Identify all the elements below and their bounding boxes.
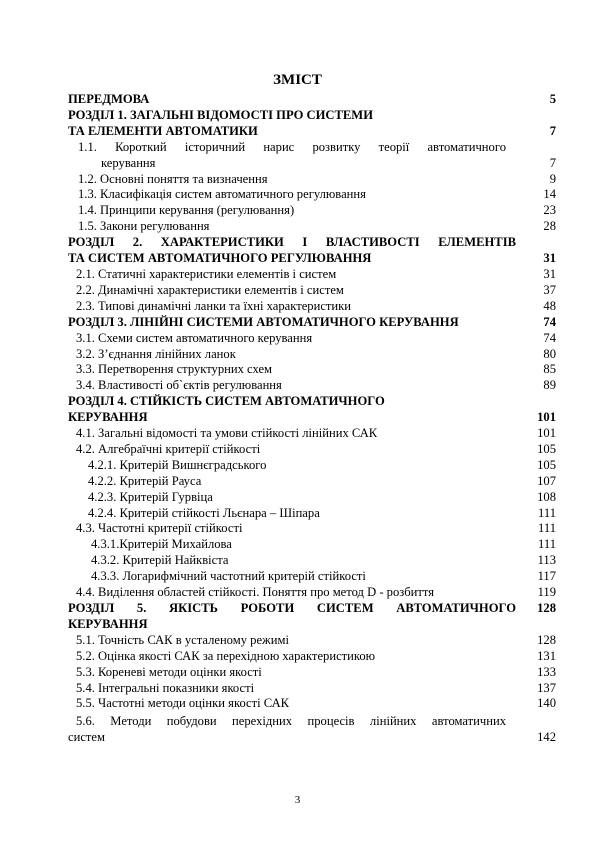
toc-entry-3-3[interactable]	[68, 362, 556, 378]
toc-entry-page: 105	[537, 441, 556, 456]
toc-entry-2-1[interactable]	[68, 267, 556, 283]
toc-entry-page: 48	[543, 298, 556, 313]
toc-entry-title: 4.3. Частотні критерії стійкості	[76, 521, 243, 536]
toc-entry-page: 111	[538, 521, 556, 536]
toc-entry-title: 4.2. Алгебраїчні критерії стійкості	[76, 441, 261, 456]
toc-entry-3-2[interactable]	[68, 347, 556, 363]
toc-entry-page: 5	[549, 92, 556, 106]
toc-entry-preface[interactable]	[68, 92, 556, 108]
toc-entry-5-5[interactable]	[68, 696, 556, 712]
toc-entry-title: 1.3. Класифікація систем автоматичного регулювання	[78, 187, 366, 202]
toc-entry-3-4[interactable]	[68, 378, 556, 394]
toc-entry-page: 23	[543, 203, 556, 218]
table-of-contents	[68, 92, 556, 746]
toc-entry-page: 111	[538, 537, 556, 552]
toc-entry-title: 5.2. Оцінка якості САК за перехідною характеристикою	[76, 648, 376, 663]
toc-entry-1-3[interactable]	[68, 187, 556, 203]
toc-entry-1-4[interactable]	[68, 203, 556, 219]
toc-entry-title: 4.1. Загальні відомості та умови стійкості лінійних САК	[76, 426, 378, 441]
toc-entry-4-3-3[interactable]	[68, 569, 556, 585]
toc-entry-page: 31	[543, 251, 556, 266]
toc-entry-page: 108	[537, 489, 556, 504]
toc-entry-page: 31	[543, 266, 556, 281]
toc-entry-title: 5.6. Методи побудови перехідних процесів лінійних автоматичних	[76, 714, 506, 729]
page-number: 3	[294, 794, 301, 806]
toc-entry-page: 80	[543, 346, 556, 361]
toc-entry-title: 4.2.4. Критерій стійкості Льєнара – Шіпара	[88, 505, 320, 520]
toc-entry-title: 5.4. Інтегральні показники якості	[76, 680, 255, 695]
toc-entry-4-2-2[interactable]	[68, 474, 556, 490]
toc-entry-title: ПЕРЕДМОВА	[68, 92, 150, 106]
toc-entry-1-2[interactable]	[68, 172, 556, 188]
toc-entry-title: 2.2. Динамічні характеристики елементів і систем	[76, 282, 344, 297]
toc-entry-page: 7	[549, 155, 556, 170]
toc-entry-4-4[interactable]	[68, 585, 556, 601]
toc-entry-title: 1.5. Закони регулювання	[78, 219, 210, 234]
toc-entry-4-3[interactable]	[68, 521, 556, 537]
toc-entry-title: 5.5. Частотні методи оцінки якості САК	[76, 696, 290, 711]
toc-entry-5-4[interactable]	[68, 681, 556, 697]
toc-entry-title: 3.2. З’єднання лінійних ланок	[76, 346, 236, 361]
toc-entry-title: 1.2. Основні поняття та визначення	[78, 171, 268, 186]
toc-entry-5-6[interactable]	[68, 714, 556, 746]
toc-entry-page: 28	[543, 219, 556, 234]
toc-entry-title: 2.3. Типові динамічні ланки та їхні характеристики	[76, 298, 352, 313]
toc-entry-page: 140	[537, 696, 556, 711]
toc-entry-5-1[interactable]	[68, 633, 556, 649]
toc-entry-page: 14	[543, 187, 556, 202]
toc-entry-2-2[interactable]	[68, 283, 556, 299]
toc-entry-2-3[interactable]	[68, 299, 556, 315]
toc-entry-page: 133	[537, 664, 556, 679]
toc-entry-page: 111	[538, 505, 556, 520]
toc-entry-page: 85	[543, 362, 556, 377]
toc-entry-title: 3.1. Схеми систем автоматичного керування	[76, 330, 313, 345]
toc-entry-page: 105	[537, 457, 556, 472]
toc-entry-title-cont: систем	[68, 730, 105, 745]
toc-entry-title-cont: керування	[101, 155, 156, 170]
toc-entry-4-2-3[interactable]	[68, 490, 556, 506]
toc-entry-title: РОЗДІЛ 4. СТІЙКІСТЬ СИСТЕМ АВТОМАТИЧНОГО	[68, 394, 385, 409]
toc-entry-title: 4.3.1.Критерій Михайлова	[91, 537, 232, 552]
toc-entry-title-cont: КЕРУВАННЯ	[68, 410, 148, 425]
toc-entry-title: 3.3. Перетворення структурних схем	[76, 362, 273, 377]
toc-entry-4-3-1[interactable]	[68, 537, 556, 553]
toc-entry-page: 137	[537, 680, 556, 695]
toc-entry-3-1[interactable]	[68, 331, 556, 347]
toc-entry-page: 131	[537, 648, 556, 663]
toc-entry-page: 113	[537, 553, 556, 568]
toc-entry-chapter-3[interactable]	[68, 315, 556, 331]
toc-entry-4-2-4[interactable]	[68, 506, 556, 522]
toc-entry-title: РОЗДІЛ 3. ЛІНІЙНІ СИСТЕМИ АВТОМАТИЧНОГО КЕРУВАННЯ	[68, 314, 459, 329]
toc-entry-page: 128	[537, 632, 556, 647]
toc-entry-title: 5.3. Кореневі методи оцінки якості	[76, 664, 262, 679]
toc-entry-page: 9	[549, 171, 556, 186]
toc-entry-chapter-1[interactable]	[68, 108, 556, 140]
toc-entry-chapter-2[interactable]	[68, 235, 556, 267]
toc-entry-title: 1.4. Принципи керування (регулювання)	[78, 203, 295, 218]
toc-entry-title: 4.2.2. Критерій Рауса	[88, 473, 202, 488]
toc-entry-page: 7	[549, 123, 556, 138]
toc-entry-4-2[interactable]	[68, 442, 556, 458]
toc-entry-4-3-2[interactable]	[68, 553, 556, 569]
toc-entry-page: 107	[537, 473, 556, 488]
toc-entry-title-cont: ТА СИСТЕМ АВТОМАТИЧНОГО РЕГУЛЮВАННЯ	[68, 251, 372, 266]
toc-entry-title: 2.1. Статичні характеристики елементів і систем	[76, 266, 337, 281]
toc-entry-page: 142	[537, 730, 556, 745]
toc-entry-chapter-5[interactable]	[68, 601, 556, 633]
toc-entry-title: РОЗДІЛ 1. ЗАГАЛЬНІ ВІДОМОСТІ ПРО СИСТЕМИ	[68, 107, 373, 122]
toc-entry-title: РОЗДІЛ 5. ЯКІСТЬ РОБОТИ СИСТЕМ АВТОМАТИЧНОГО	[68, 601, 516, 615]
toc-entry-page: 117	[537, 569, 556, 584]
toc-entry-title-cont: КЕРУВАННЯ	[68, 616, 148, 631]
toc-entry-title: 1.1. Короткий історичний нарис розвитку теорії автоматичного	[78, 139, 506, 154]
toc-entry-title: 4.3.2. Критерій Найквіста	[91, 553, 229, 568]
toc-entry-1-1[interactable]	[68, 140, 556, 172]
toc-entry-page: 89	[543, 378, 556, 393]
toc-entry-title: 4.4. Виділення областей стійкості. Поняття про метод D - розбиття	[76, 585, 435, 600]
toc-entry-page: 128	[537, 601, 556, 615]
toc-entry-title: 3.4. Властивості об`єктів регулювання	[76, 378, 282, 393]
toc-entry-title: РОЗДІЛ 2. ХАРАКТЕРИСТИКИ І ВЛАСТИВОСТІ ЕЛЕМЕНТІВ	[68, 235, 516, 250]
toc-entry-title-cont: ТА ЕЛЕМЕНТИ АВТОМАТИКИ	[68, 123, 258, 138]
toc-entry-title: 4.2.1. Критерій Вишнєградського	[88, 457, 267, 472]
toc-entry-page: 101	[537, 426, 556, 441]
toc-entry-title: 4.3.3. Логарифмічний частотний критерій стійкості	[91, 569, 366, 584]
toc-entry-page: 101	[537, 410, 556, 425]
toc-entry-page: 74	[543, 314, 556, 329]
page-title: ЗМІСТ	[273, 72, 322, 88]
toc-entry-4-1[interactable]	[68, 426, 556, 442]
toc-entry-page: 37	[543, 282, 556, 297]
toc-entry-title: 5.1. Точність САК в усталеному режимі	[76, 632, 289, 647]
toc-entry-chapter-4[interactable]	[68, 394, 556, 426]
toc-entry-5-2[interactable]	[68, 649, 556, 665]
toc-entry-title: 4.2.3. Критерій Гурвіца	[88, 489, 213, 504]
toc-entry-page: 74	[543, 330, 556, 345]
toc-entry-1-5[interactable]	[68, 219, 556, 235]
toc-entry-4-2-1[interactable]	[68, 458, 556, 474]
toc-entry-5-3[interactable]	[68, 665, 556, 681]
toc-entry-page: 119	[537, 585, 556, 600]
